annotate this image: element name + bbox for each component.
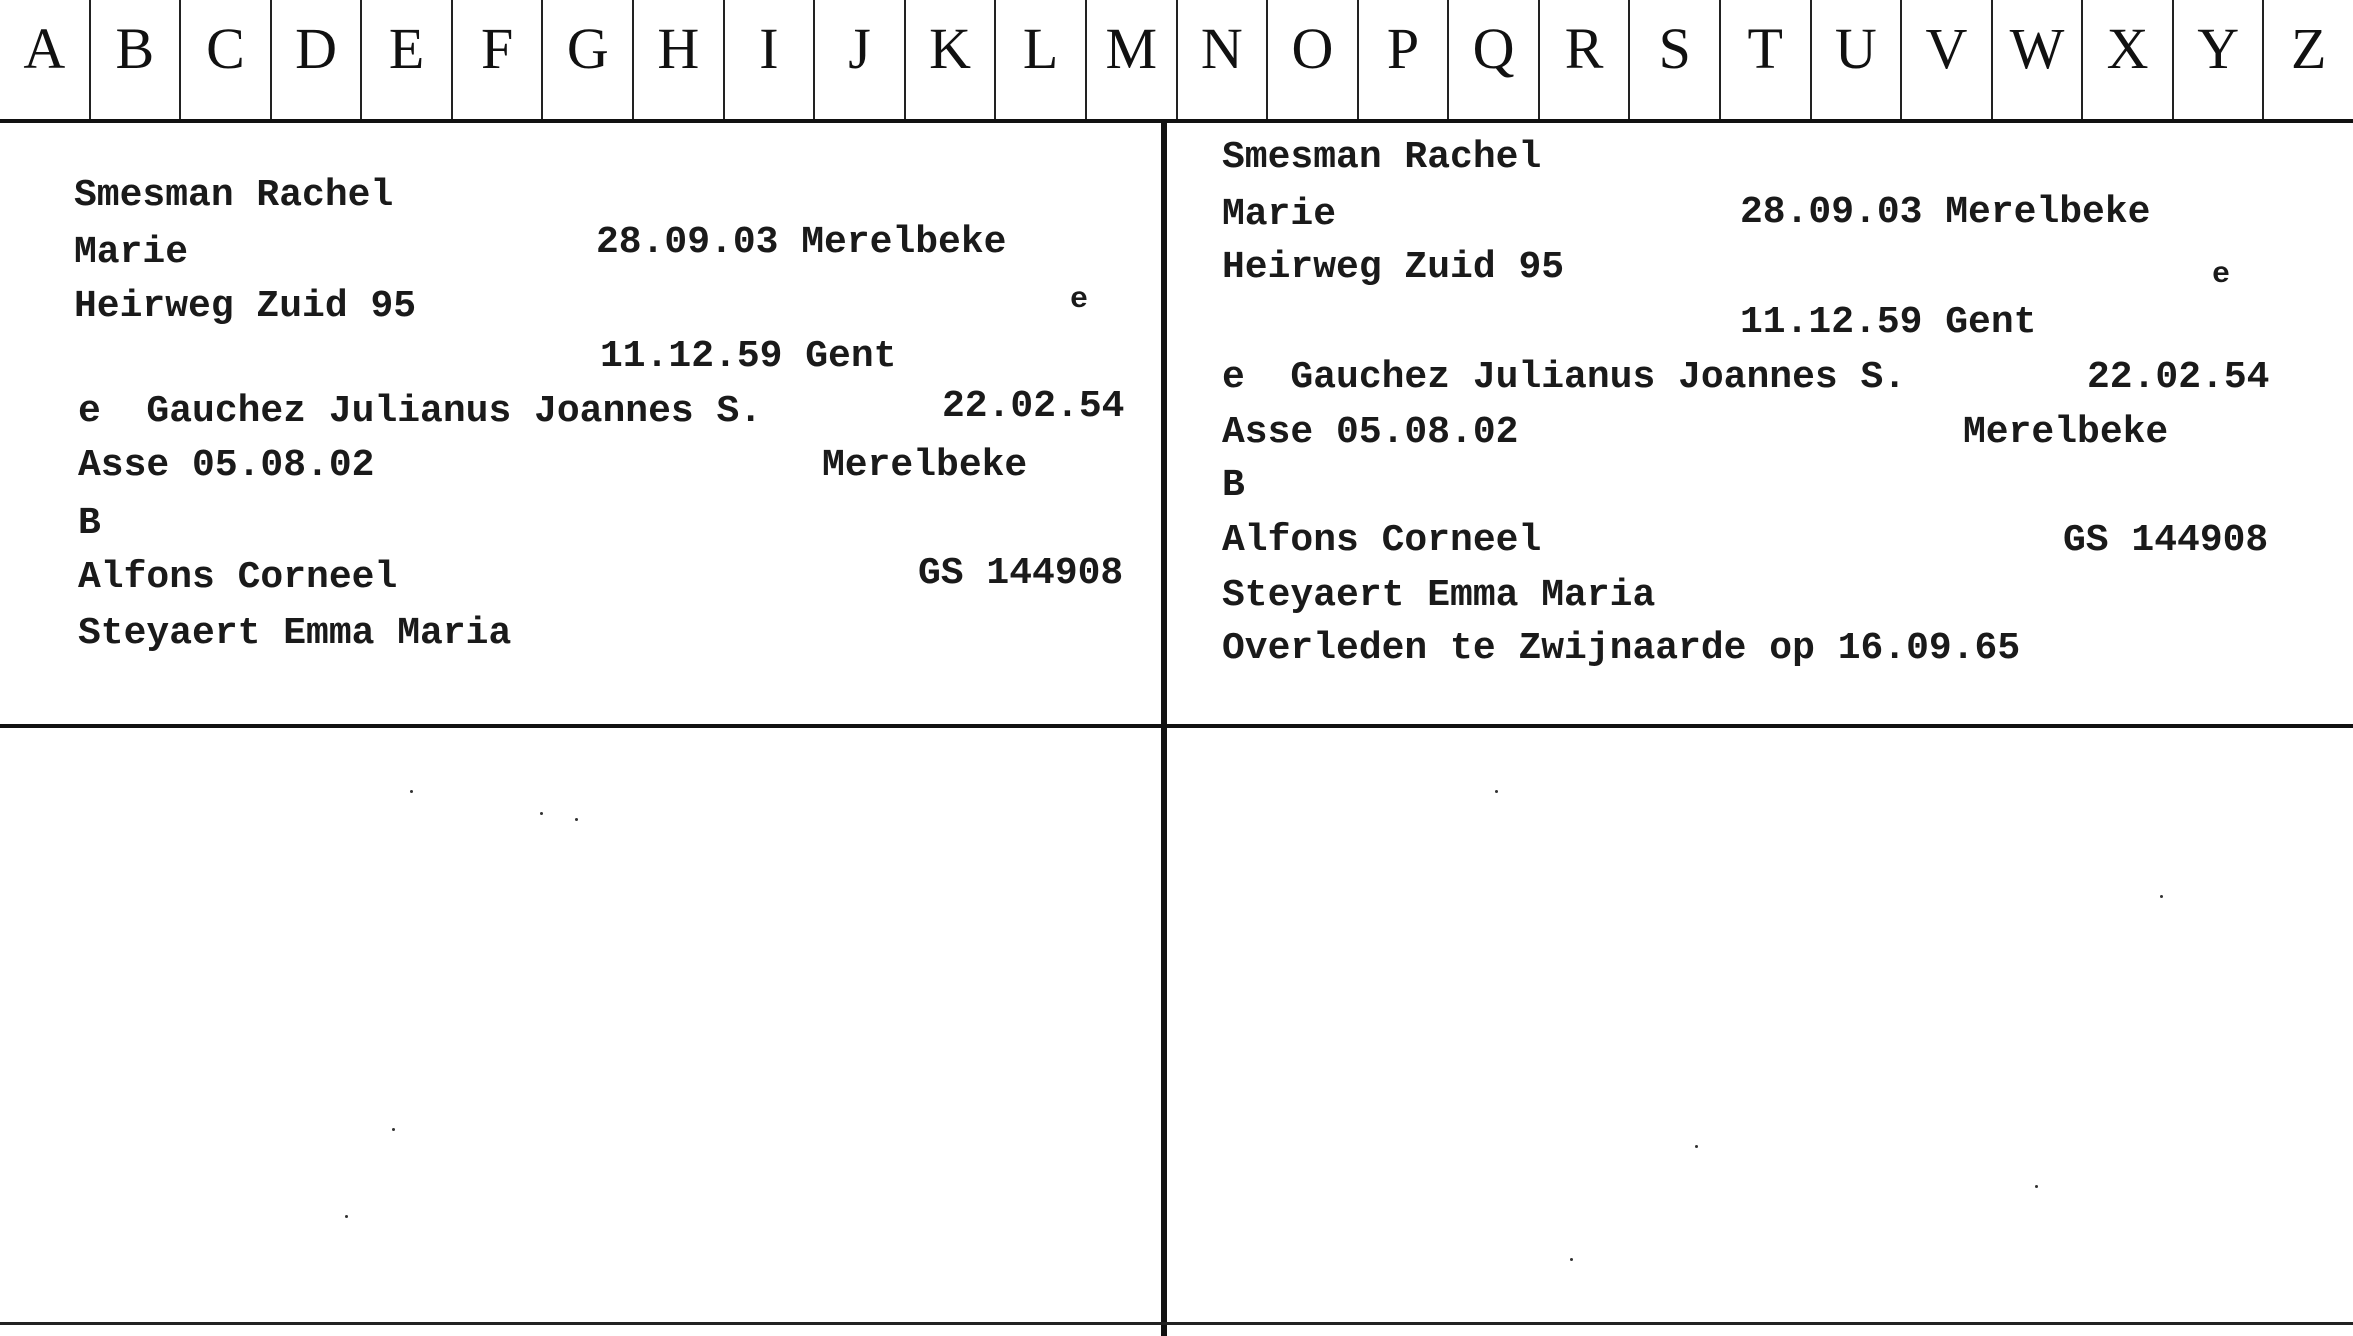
marriage-date: 22.02.54 [2087,356,2270,399]
marker: e [2212,258,2231,292]
scan-speck [345,1215,348,1218]
marker: e [1070,283,1089,317]
address: Heirweg Zuid 95 [74,285,417,328]
second-name: Marie [74,231,189,274]
alphabet-letter-q: Q [1449,0,1540,119]
alphabet-letter-n: N [1178,0,1269,119]
scan-speck [2035,1185,2038,1188]
nationality: B [78,502,101,545]
alphabet-letter-j: J [815,0,906,119]
second-name: Marie [1222,193,1337,236]
alphabet-letter-f: F [453,0,544,119]
alphabet-letter-i: I [725,0,816,119]
scan-speck [410,790,413,793]
alphabet-letter-s: S [1630,0,1721,119]
alphabet-letter-g: G [543,0,634,119]
scan-speck [2160,895,2163,898]
mother-name: Steyaert Emma Maria [78,612,512,655]
alphabet-letter-r: R [1540,0,1631,119]
scan-speck [575,818,578,821]
name-line: Smesman Rachel [1222,136,1542,179]
residence-date-place: 11.12.59 Gent [1740,301,2037,344]
birth-date-place: 28.09.03 Merelbeke [1740,191,2151,234]
alphabet-letter-p: P [1359,0,1450,119]
record-card-right [1170,127,2353,727]
alphabet-letter-d: D [272,0,363,119]
scan-speck [1495,790,1498,793]
alphabet-letter-u: U [1812,0,1903,119]
scan-speck [1695,1145,1698,1148]
name-line: Smesman Rachel [74,174,394,217]
alphabet-letter-o: O [1268,0,1359,119]
alphabet-letter-y: Y [2174,0,2265,119]
marriage-date: 22.02.54 [942,385,1125,428]
nationality: B [1222,464,1245,507]
alphabet-letter-c: C [181,0,272,119]
alphabet-letter-h: H [634,0,725,119]
reference-number: GS 144908 [918,552,1124,595]
alphabet-letter-k: K [906,0,997,119]
scan-speck [540,812,543,815]
record-card-left [0,127,1162,727]
spouse-birth: Asse 05.08.02 [78,444,375,487]
alphabet-letter-l: L [996,0,1087,119]
alphabet-letter-a: A [0,0,91,119]
residence-date-place: 11.12.59 Gent [600,335,897,378]
mother-name: Steyaert Emma Maria [1222,574,1656,617]
father-name: Alfons Corneel [78,556,398,599]
alphabet-letter-b: B [91,0,182,119]
bottom-rule [0,1322,2353,1325]
birth-date-place: 28.09.03 Merelbeke [596,221,1007,264]
scan-speck [1570,1258,1573,1261]
alphabet-letter-v: V [1902,0,1993,119]
death-note: Overleden te Zwijnaarde op 16.09.65 [1222,627,2021,670]
father-name: Alfons Corneel [1222,519,1542,562]
spouse-birth: Asse 05.08.02 [1222,411,1519,454]
spouse-name: e Gauchez Julianus Joannes S. [1222,356,1907,399]
alphabet-letter-x: X [2083,0,2174,119]
alphabet-index-bar [0,0,2353,123]
alphabet-letter-t: T [1721,0,1812,119]
scan-speck [392,1128,395,1131]
alphabet-letter-z: Z [2291,16,2327,81]
alphabet-letter-e: E [362,0,453,119]
reference-number: GS 144908 [2063,519,2269,562]
spouse-name: e Gauchez Julianus Joannes S. [78,390,763,433]
marriage-place: Merelbeke [1963,411,2169,454]
alphabet-letter-w: W [1993,0,2084,119]
address: Heirweg Zuid 95 [1222,246,1565,289]
marriage-place: Merelbeke [822,444,1028,487]
alphabet-letter-m: M [1087,0,1178,119]
